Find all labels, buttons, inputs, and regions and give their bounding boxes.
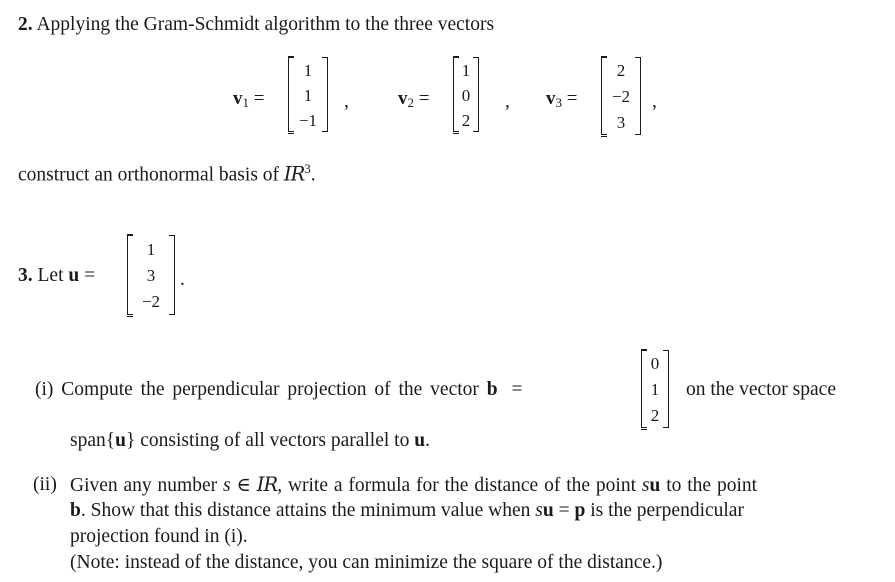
vector-v2-matrix: 1 0 2 xyxy=(453,57,479,132)
part-ii-line1: Given any number s ∈ IR, write a formula for the distance of the point su to the point xyxy=(70,473,758,496)
problem-number: 3. xyxy=(18,265,33,286)
vector-v2-label: $v_2$ = xyxy=(398,88,430,110)
problem-number: 2. xyxy=(18,14,33,35)
part-i-line1: (i) Compute the perpendicular projection of the vector b = xyxy=(35,379,523,400)
part-ii-label: (ii) xyxy=(33,474,57,495)
vector-v3-matrix: 2 −2 3 xyxy=(601,57,641,135)
part-ii-note: (Note: instead of the distance, you can minimize the square of the distance.) xyxy=(70,552,663,573)
vector-v1-matrix: 1 1 −1 xyxy=(288,57,328,132)
part-ii-line2: b. Show that this distance attains the minimum value when su = p is the perpendicular xyxy=(70,500,744,521)
part-i-line1-post: on the vector space xyxy=(686,379,836,400)
vector-v3-label: $v_3$ = xyxy=(546,88,578,110)
vector-u-matrix: 1 3 −2 xyxy=(127,235,175,315)
vector-v1-label: $v_1$ = xyxy=(233,88,265,110)
separator-comma: , xyxy=(505,91,510,112)
problem-2-heading xyxy=(18,15,494,35)
vector-b-matrix: 0 1 2 xyxy=(641,350,669,428)
real-numbers-symbol: IR xyxy=(283,162,305,186)
problem-2-intro: Applying the Gram-Schmidt algorithm to the three vectors xyxy=(36,14,495,35)
part-ii-line3: projection found in (i). xyxy=(70,526,248,547)
separator-comma: , xyxy=(344,91,349,112)
part-i-line2: span{u} consisting of all vectors parallel to u. xyxy=(70,430,430,451)
separator-comma: , xyxy=(652,91,657,112)
problem-3-heading: 3. Let u = xyxy=(18,265,96,286)
period: . xyxy=(180,269,185,290)
problem-2-closing: construct an orthonormal basis of $IR^3$. xyxy=(18,161,316,186)
